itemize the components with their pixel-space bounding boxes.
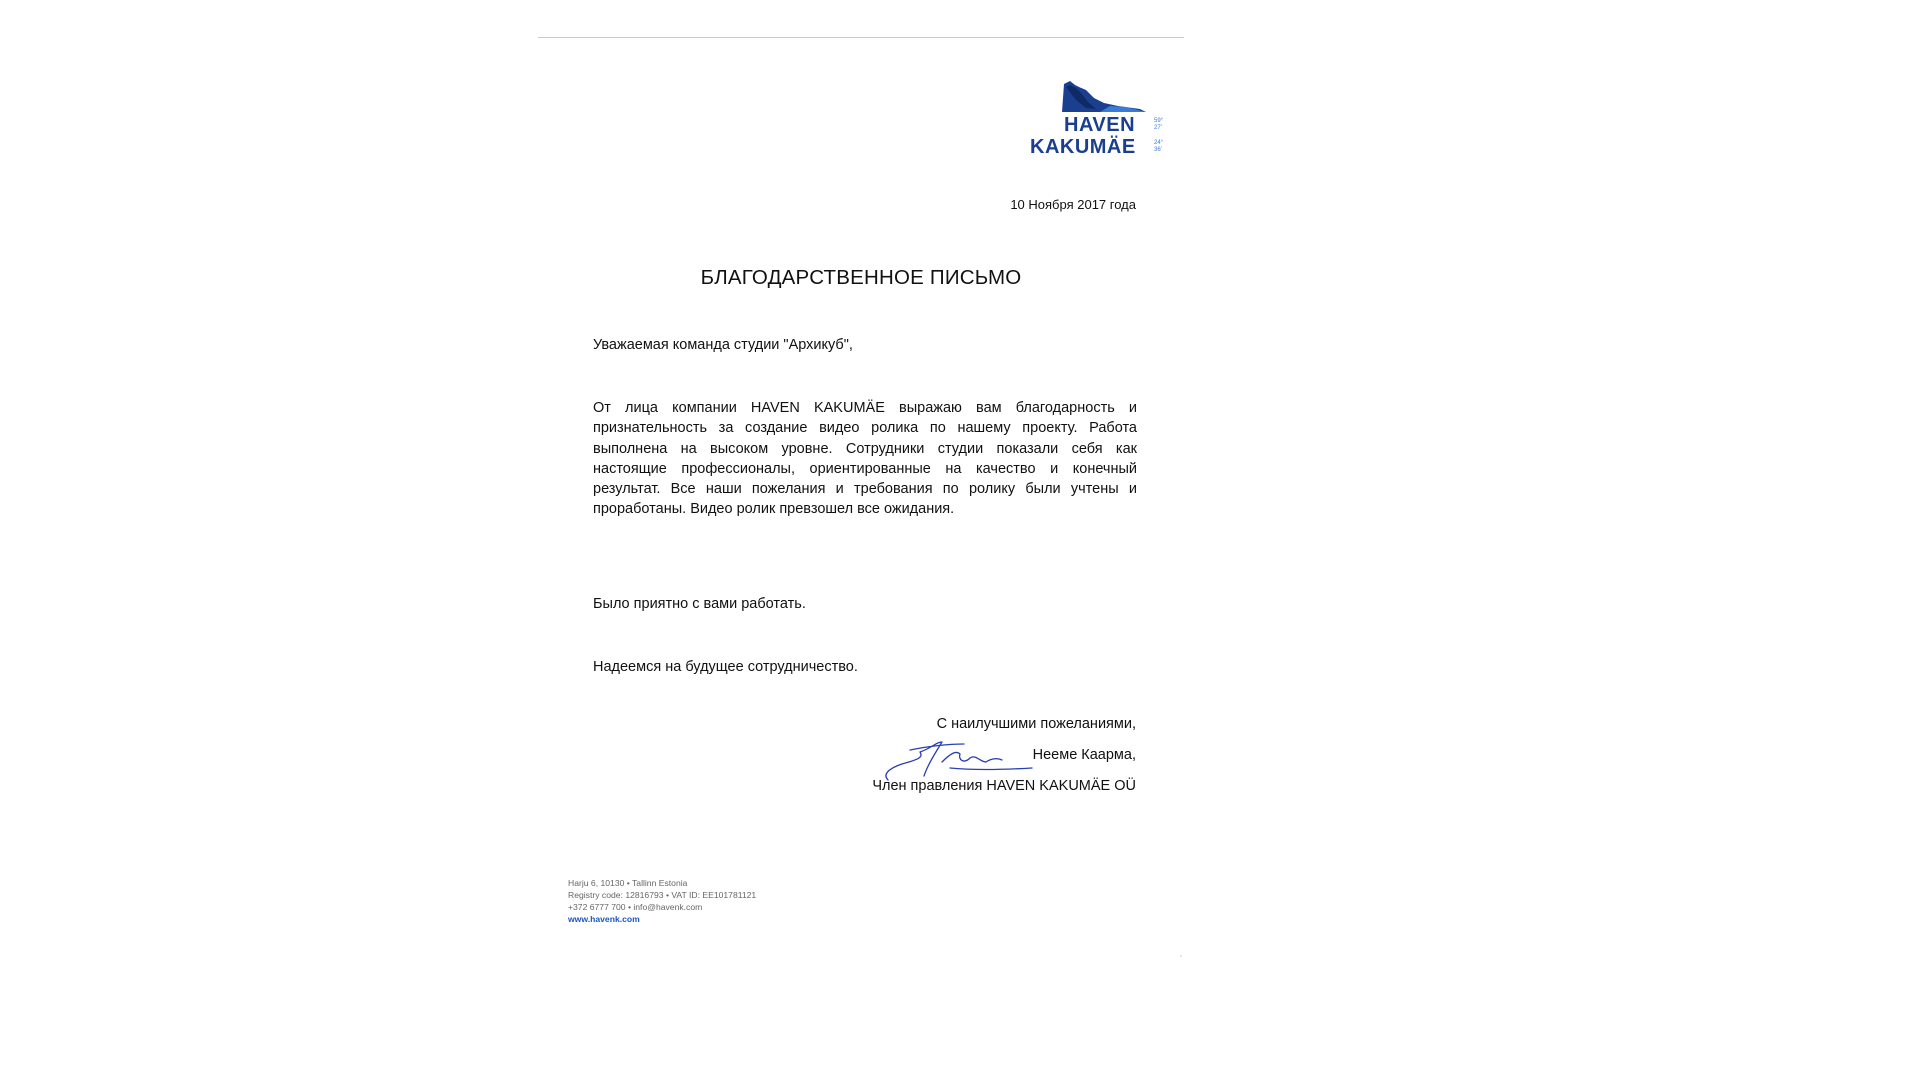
mountain-logo-icon	[1060, 78, 1146, 112]
footer-address: Harju 6, 10130 • Tallinn Estonia	[568, 878, 688, 888]
coord-lon-deg: 24°	[1154, 140, 1164, 146]
letter-closing-pleasure: Было приятно с вами работать.	[593, 596, 806, 612]
logo-text-kakumae: KAKUMÄE	[1030, 136, 1136, 158]
logo-coordinates-lon	[1154, 140, 1163, 154]
footer-website: www.havenk.com	[568, 914, 640, 924]
logo-coordinates-lat	[1154, 118, 1163, 132]
letter-date: 10 Ноября 2017 года	[1010, 197, 1136, 212]
logo-text-haven: HAVEN	[1064, 114, 1136, 136]
top-divider	[538, 37, 1184, 38]
company-logo	[1030, 78, 1164, 164]
page-edge-mark	[1180, 955, 1182, 957]
letter-regards: С наилучшими пожеланиями,	[936, 716, 1136, 732]
signer-name: Нееме Каарма,	[1032, 747, 1136, 763]
letter-footer	[568, 877, 756, 925]
signer-position: Член правления HAVEN KAKUMÄE OÜ	[872, 778, 1136, 794]
letter-greeting: Уважаемая команда студии "Архикуб",	[593, 337, 853, 353]
letter-title: БЛАГОДАРСТВЕННОЕ ПИСЬМО	[700, 266, 1022, 289]
footer-registry: Registry code: 12816793 • VAT ID: EE101781121	[568, 890, 757, 900]
footer-contact: +372 6777 700 • info@havenk.com	[568, 902, 703, 912]
coord-lon-min: 36'	[1154, 147, 1162, 153]
letter-closing-cooperation: Надеемся на будущее сотрудничество.	[593, 659, 858, 675]
letter-body: От лица компании HAVEN KAKUMÄE выражаю вам благодарность и признательность за создание видео ролика по нашему проекту. Работа выполнена на высоком уровне. Сотрудники студии показали себя как настоящие профессионалы, ориентированные на качество и конечный результат. Все наши пожелания и требования по ролику были учтены и проработаны. Видео ролик превзошел все ожидания.	[593, 400, 1137, 518]
coord-lat-deg: 59°	[1154, 118, 1164, 124]
coord-lat-min: 27'	[1154, 125, 1162, 131]
